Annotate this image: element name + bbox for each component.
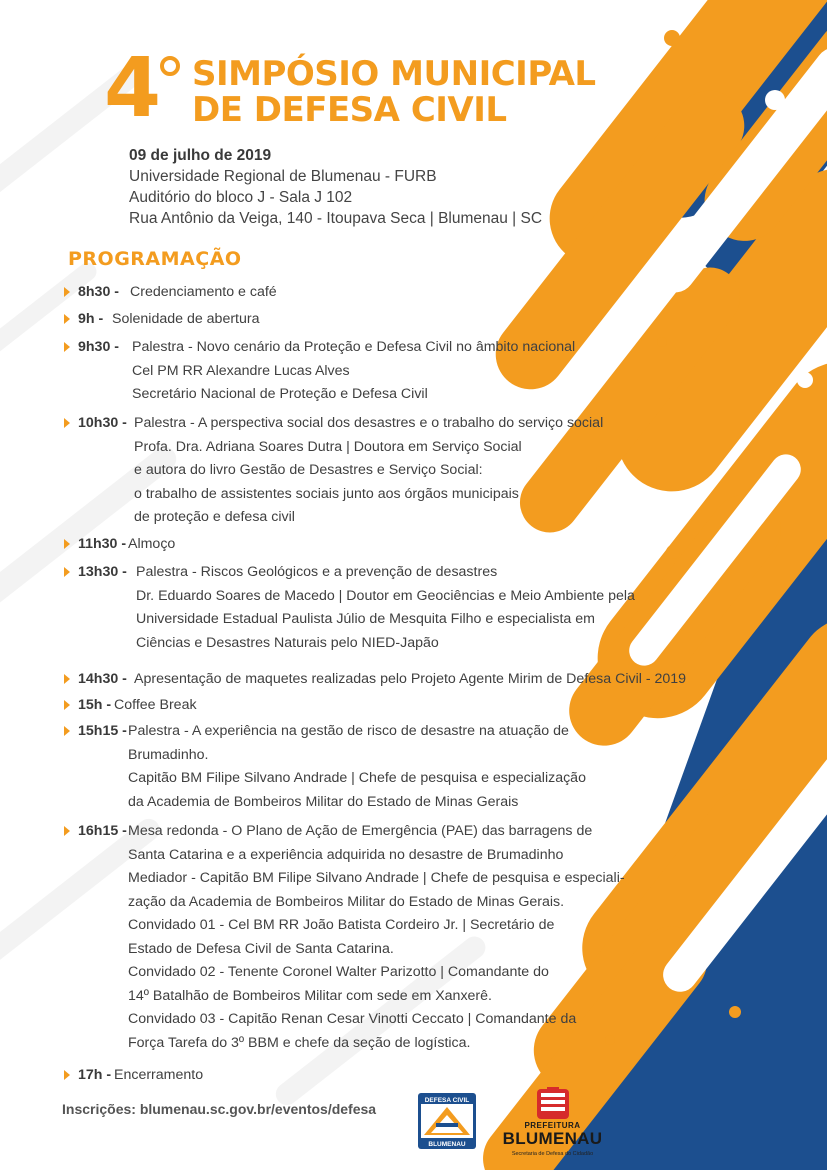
defesa-civil-logo-top: DEFESA CIVIL — [424, 1097, 470, 1104]
bullet-arrow-icon — [64, 674, 70, 684]
bullet-arrow-icon — [64, 1070, 70, 1080]
event-info — [129, 145, 542, 229]
prefeitura-logo — [495, 1087, 610, 1161]
program-line: Capitão BM Filipe Silvano Andrade | Chefe de pesquisa e especialização — [128, 770, 586, 786]
event-room: Auditório do bloco J - Sala J 102 — [129, 189, 353, 206]
bullet-arrow-icon — [64, 539, 70, 549]
program-line: de proteção e defesa civil — [134, 509, 295, 525]
bullet-arrow-icon — [64, 314, 70, 324]
program-line: Solenidade de abertura — [112, 311, 260, 327]
program-line: Credenciamento e café — [130, 284, 277, 300]
event-address: Rua Antônio da Veiga, 140 - Itoupava Seca | Blumenau | SC — [129, 210, 543, 227]
program-line: Coffee Break — [114, 697, 197, 713]
program-line: Cel PM RR Alexandre Lucas Alves — [132, 362, 350, 379]
program-line: 14º Batalhão de Bombeiros Militar com sede em Xanxerê. — [128, 987, 492, 1004]
bullet-arrow-icon — [64, 567, 70, 577]
program-line: Dr. Eduardo Soares de Macedo | Doutor em Geociências e Meio Ambiente pela — [136, 587, 635, 604]
bullet-arrow-icon — [64, 342, 70, 352]
program-time: 10h30 - — [78, 415, 127, 431]
bullet-arrow-icon — [64, 418, 70, 428]
program-line: Profa. Dra. Adriana Soares Dutra | Doutora em Serviço Social — [134, 438, 522, 455]
program-time: 14h30 - — [78, 671, 127, 687]
bullet-arrow-icon — [64, 287, 70, 297]
program-line: Mediador - Capitão BM Filipe Silvano Andrade | Chefe de pesquisa e especiali- — [128, 870, 625, 886]
program-line: Universidade Estadual Paulista Júlio de Mesquita Filho e especialista em — [136, 611, 595, 627]
program-line: Ciências e Desastres Naturais pelo NIED-Japão — [136, 634, 439, 651]
program-time: 15h - — [78, 697, 112, 713]
program-line: Estado de Defesa Civil de Santa Catarina. — [128, 940, 394, 957]
bullet-arrow-icon — [64, 700, 70, 710]
prefeitura-label: PREFEITURA — [524, 1121, 581, 1130]
program-line: Palestra - Riscos Geológicos e a prevenção de desastres — [136, 564, 498, 580]
program-line: Convidado 02 - Tenente Coronel Walter Parizotto | Comandante do — [128, 964, 549, 980]
program-time: 9h30 - — [78, 339, 120, 355]
program-line: e autora do livro Gestão de Desastres e Serviço Social: — [134, 462, 483, 478]
program-time: 8h30 - — [78, 284, 120, 300]
program-time: 17h - — [78, 1067, 112, 1083]
program-line: Convidado 03 - Capitão Renan Cesar Vinotti Ceccato | Comandante da — [128, 1011, 577, 1027]
program-line: Mesa redonda - O Plano de Ação de Emergência (PAE) das barragens de — [128, 823, 593, 839]
defesa-civil-logo-bottom: BLUMENAU — [428, 1141, 466, 1148]
program-line: Encerramento — [114, 1067, 204, 1083]
program-line: Brumadinho. — [128, 746, 209, 763]
program-line: Palestra - Novo cenário da Proteção e Defesa Civil no âmbito nacional — [132, 339, 576, 355]
program-time: 15h15 - — [78, 723, 127, 739]
program-line: Convidado 01 - Cel BM RR João Batista Cordeiro Jr. | Secretário de — [128, 917, 555, 933]
event-date: 09 de julho de 2019 — [129, 147, 272, 164]
program-line: Palestra - A experiência na gestão de risco de desastre na atuação de — [128, 723, 569, 739]
ordinal-indicator — [160, 56, 180, 76]
event-venue: Universidade Regional de Blumenau - FURB — [129, 168, 437, 185]
program-line: Secretário Nacional de Proteção e Defesa Civil — [132, 386, 428, 402]
bullet-arrow-icon — [64, 826, 70, 836]
program-heading: PROGRAMAÇÃO — [68, 248, 242, 270]
program-time: 11h30 - — [78, 536, 127, 552]
prefeitura-city: BLUMENAU — [502, 1129, 603, 1148]
program-line: o trabalho de assistentes sociais junto aos órgãos municipais — [134, 485, 519, 502]
event-title — [192, 56, 596, 128]
defesa-civil-logo — [418, 1093, 476, 1149]
coat-of-arms-icon — [495, 1087, 610, 1121]
program-line: Palestra - A perspectiva social dos desastres e o trabalho do serviço social — [134, 415, 604, 431]
program-line: Almoço — [128, 536, 176, 552]
program-time: 9h - — [78, 311, 104, 327]
program-time: 16h15 - — [78, 823, 127, 839]
bullet-arrow-icon — [64, 726, 70, 736]
event-title-line1: SIMPÓSIO MUNICIPAL — [192, 54, 596, 94]
edition-number: 4 — [104, 41, 160, 136]
program-line: da Academia de Bombeiros Militar do Estado de Minas Gerais — [128, 793, 519, 810]
program-line: zação da Academia de Bombeiros Militar do Estado de Minas Gerais. — [128, 893, 565, 910]
registration-text: Inscrições: blumenau.sc.gov.br/eventos/defesa — [62, 1101, 377, 1117]
program-line: Apresentação de maquetes realizadas pelo Projeto Agente Mirim de Defesa Civil - 2019 — [134, 671, 687, 687]
event-title-line2: DE DEFESA CIVIL — [192, 90, 507, 130]
program-time: 13h30 - — [78, 564, 127, 580]
program-line: Santa Catarina e a experiência adquirida no desastre de Brumadinho — [128, 846, 564, 863]
prefeitura-subtitle: Secretaria de Defesa do Cidadão — [511, 1151, 594, 1157]
program-line: Força Tarefa do 3º BBM e chefe da seção de logística. — [128, 1034, 471, 1051]
